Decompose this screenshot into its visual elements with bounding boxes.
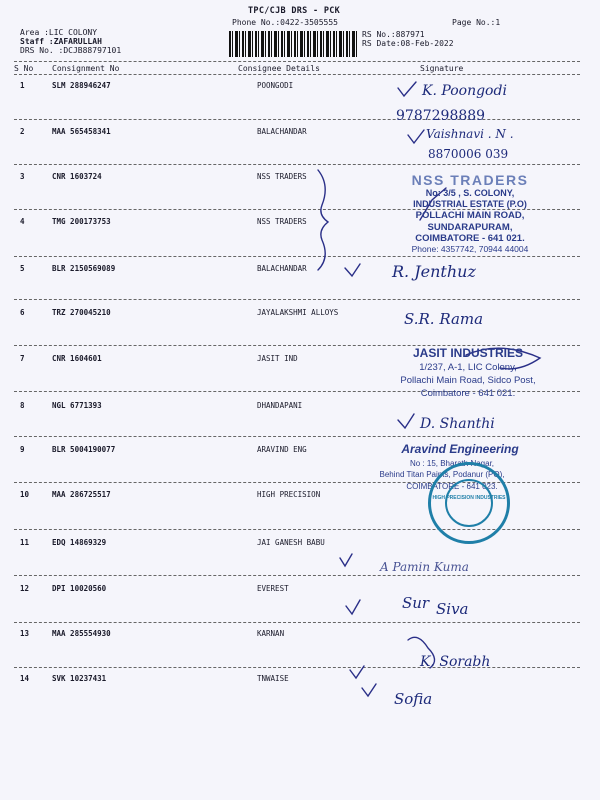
row-consignee: DHANDAPANI bbox=[257, 401, 303, 410]
row-consignment: CNR 1604601 bbox=[52, 354, 102, 363]
row-consignment: MAA 285554930 bbox=[52, 629, 111, 638]
col-consignment: Consignment No bbox=[52, 64, 120, 73]
signature-row-2: Vaishnavi . N . bbox=[426, 127, 514, 141]
check-mark-icon bbox=[398, 82, 416, 96]
row-consignee: JAI GANESH BABU bbox=[257, 538, 325, 547]
row-consignment: TMG 200173753 bbox=[52, 217, 111, 226]
stamp-nss-line: POLLACHI MAIN ROAD, bbox=[415, 210, 525, 221]
stamp-nss-title: NSS TRADERS bbox=[411, 172, 529, 188]
row-consignment: MAA 565458341 bbox=[52, 127, 111, 136]
row-sno: 8 bbox=[20, 401, 25, 410]
row-sno: 10 bbox=[20, 490, 30, 499]
row-sno: 7 bbox=[20, 354, 25, 363]
signature-row-6: S.R. Rama bbox=[404, 310, 484, 328]
row-sno: 11 bbox=[20, 538, 30, 547]
row-consignee: JAYALAKSHMI ALLOYS bbox=[257, 308, 339, 317]
row-sno: 6 bbox=[20, 308, 25, 317]
signature-row-12a: Sur bbox=[402, 594, 430, 612]
stamp-aravind-line: COIMBATORE - 641 023. bbox=[406, 482, 498, 491]
row-consignee: BALACHANDAR bbox=[257, 127, 307, 136]
rs-date: RS Date:08-Feb-2022 bbox=[362, 39, 454, 48]
phone-handwritten-1: 9787298889 bbox=[396, 108, 486, 124]
row-consignee: TNWAISE bbox=[257, 674, 289, 683]
row-sno: 5 bbox=[20, 264, 25, 273]
col-signature: Signature bbox=[420, 64, 464, 73]
check-mark-icon bbox=[340, 554, 352, 566]
check-mark-icon bbox=[345, 264, 360, 276]
row-sno: 4 bbox=[20, 217, 25, 226]
seal-stamp bbox=[428, 462, 510, 544]
stamp-nss-line: No: 3/5 , S. COLONY, bbox=[425, 188, 515, 198]
row-consignment: EDQ 14869329 bbox=[52, 538, 107, 547]
row-consignee: NSS TRADERS bbox=[257, 217, 307, 226]
signature-row-11: A Pamin Kuma bbox=[380, 560, 469, 574]
row-consignee: ARAVIND ENG bbox=[257, 445, 307, 454]
row-consignment: MAA 286725517 bbox=[52, 490, 111, 499]
drs-number: DRS No. :DCJB88797101 bbox=[20, 46, 122, 55]
row-consignee: EVEREST bbox=[257, 584, 289, 593]
stamp-aravind-line: Behind Titan Paints, Podanur (PO), bbox=[379, 470, 505, 479]
row-consignee: JASIT IND bbox=[257, 354, 298, 363]
check-mark-icon bbox=[346, 600, 360, 614]
signature-row-8: D. Shanthi bbox=[420, 416, 495, 432]
brace-icon bbox=[318, 170, 328, 270]
row-consignment: BLR 5004190077 bbox=[52, 445, 116, 454]
row-sno: 3 bbox=[20, 172, 25, 181]
row-sno: 13 bbox=[20, 629, 30, 638]
signature-row-5: R. Jenthuz bbox=[392, 262, 476, 281]
stamp-nss-line: INDUSTRIAL ESTATE (P.O) bbox=[413, 199, 527, 209]
document-title: TPC/CJB DRS - PCK bbox=[248, 6, 341, 16]
row-consignee: KARNAN bbox=[257, 629, 285, 638]
row-consignment: SVK 10237431 bbox=[52, 674, 107, 683]
signature-row-13: K. Sorabh bbox=[420, 654, 491, 670]
stamp-nss-line: SUNDARAPURAM, bbox=[427, 222, 513, 233]
row-consignee: HIGH PRECISION bbox=[257, 490, 321, 499]
area-label: Area :LIC COLONY bbox=[20, 28, 98, 37]
stamp-jasit-title: JASIT INDUSTRIES bbox=[412, 346, 523, 360]
stamp-jasit-line: Coimbatore - 641 021. bbox=[420, 388, 516, 399]
signature-row-12b: Siva bbox=[436, 600, 469, 618]
staff-label: Staff :ZAFARULLAH bbox=[20, 37, 102, 46]
row-consignment: NGL 6771393 bbox=[52, 401, 102, 410]
stamp-nss-line: COIMBATORE - 641 021. bbox=[415, 233, 525, 244]
check-mark-icon bbox=[398, 414, 414, 428]
row-sno: 14 bbox=[20, 674, 30, 683]
signature-row-1: K. Poongodi bbox=[422, 83, 507, 99]
row-consignment: CNR 1603724 bbox=[52, 172, 102, 181]
col-consignee: Consignee Details bbox=[238, 64, 320, 73]
col-sno: S No bbox=[14, 64, 34, 73]
seal-inner-ring bbox=[445, 479, 493, 527]
phone-number: Phone No.:0422-3505555 bbox=[232, 18, 338, 27]
page-number: Page No.:1 bbox=[452, 18, 501, 27]
row-consignment: BLR 2150569089 bbox=[52, 264, 116, 273]
row-sno: 1 bbox=[20, 81, 25, 90]
stamp-jasit-line: Pollachi Main Road, Sidco Post, bbox=[400, 375, 536, 386]
row-consignee: POONGODI bbox=[257, 81, 294, 90]
row-consignment: SLM 288946247 bbox=[52, 81, 111, 90]
row-consignment: DPI 10020560 bbox=[52, 584, 107, 593]
check-mark-icon bbox=[362, 684, 376, 696]
check-mark-icon bbox=[408, 130, 424, 143]
stamp-nss-line: Phone: 4357742, 70944 44004 bbox=[411, 244, 529, 254]
row-sno: 2 bbox=[20, 127, 25, 136]
row-consignment: TRZ 270045210 bbox=[52, 308, 111, 317]
stamp-jasit-line: 1/237, A-1, LIC Colony, bbox=[419, 362, 517, 373]
stamp-aravind-title: Aravind Engineering bbox=[401, 442, 519, 456]
seal-text: HIGH PRECISION INDUSTRIES bbox=[432, 495, 506, 501]
stamp-aravind-line: No : 15, Bharath Nagar, bbox=[409, 459, 495, 468]
row-sno: 12 bbox=[20, 584, 30, 593]
signature-row-14: Sofia bbox=[394, 690, 433, 708]
row-consignee: BALACHANDAR bbox=[257, 264, 307, 273]
check-mark-icon bbox=[350, 666, 364, 678]
phone-handwritten-2: 8870006 039 bbox=[428, 147, 509, 161]
row-sno: 9 bbox=[20, 445, 25, 454]
row-consignee: NSS TRADERS bbox=[257, 172, 307, 181]
rs-number: RS No.:887971 bbox=[362, 30, 425, 39]
